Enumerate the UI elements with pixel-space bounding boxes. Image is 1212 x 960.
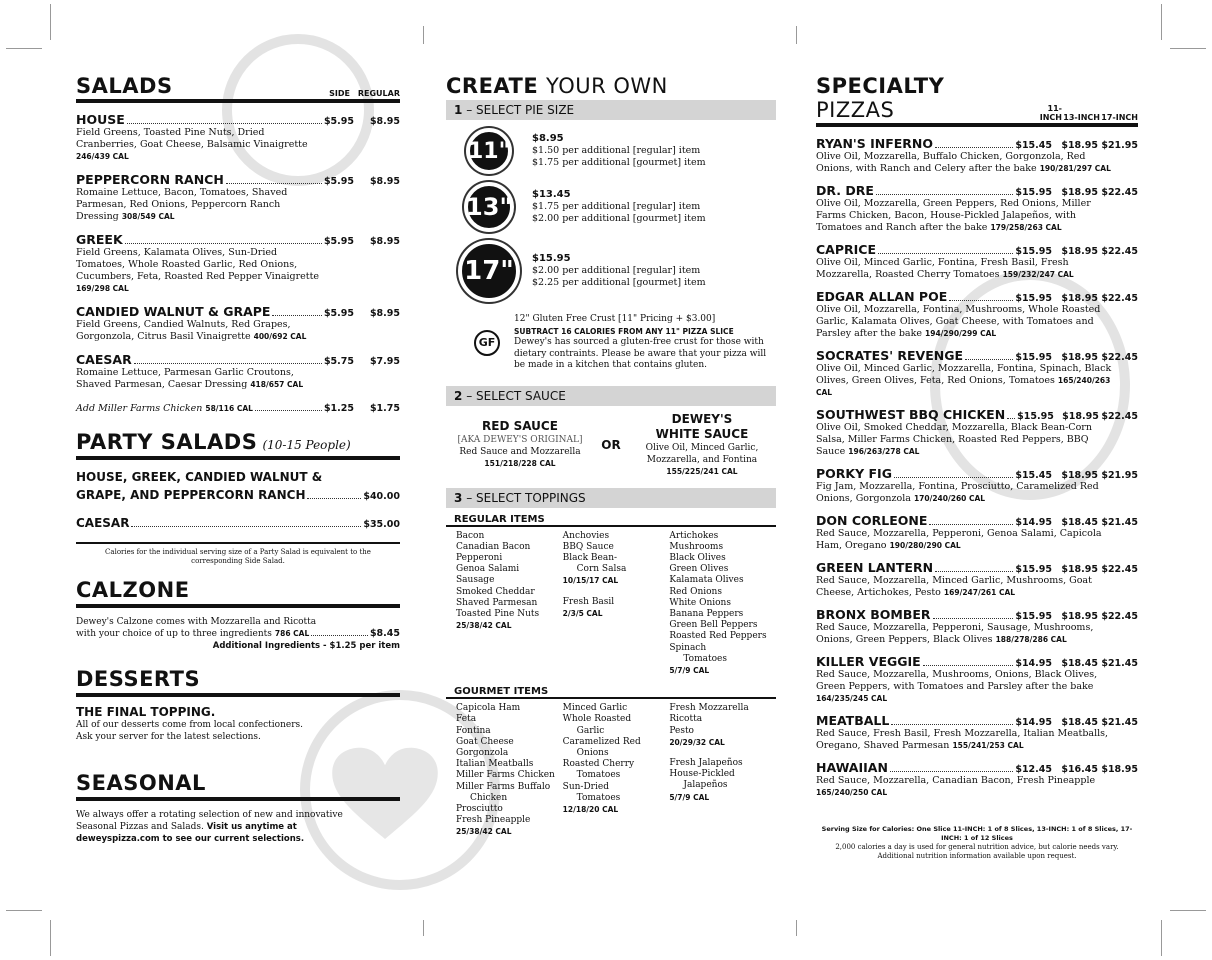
gourmet-items-grid: Capicola Ham Feta Fontina Goat Cheese Gorgonzola Italian Meatballs Miller Farms Chicken Miller Farms Buffalo Chicken Prosciutto Fresh Pineapple 25/38/42 CAL Minced Garlic Whole Roasted Garlic Caramelized Red Onions Roasted Cherry Tomatoes Sun-Dried Tomatoes 12/18/20 CAL Fresh Mozzarella Ricotta Pesto 20/29/32 CAL Fresh Jalapeños House-Pickled Jalapeños 5/7/9 CAL	[446, 703, 776, 837]
pizza-cal: 190/280/290 CAL	[889, 541, 961, 550]
topping-item: Miller Farms Buffalo	[456, 781, 551, 792]
price-13-inch: $18.45	[1061, 517, 1098, 528]
leader-dots	[949, 300, 1013, 301]
leader-dots	[935, 147, 1013, 148]
pizza-name: SOCRATES' REVENGE	[816, 348, 964, 363]
topping-item: Sun-Dried	[562, 781, 609, 792]
topping-item: Italian Meatballs	[456, 759, 534, 770]
pizza-cal: 170/240/260 CAL	[913, 494, 986, 503]
pie-size-option	[446, 240, 776, 302]
gourmet-items-header: GOURMET ITEMS	[446, 686, 776, 699]
leader-dots	[878, 253, 1013, 254]
regular-topping-price: $1.75 per additional [regular] item	[532, 201, 701, 212]
leader-dots	[965, 359, 1013, 360]
topping-item: Canadian Bacon	[456, 541, 531, 552]
pizza-name: CAPRICE	[816, 242, 876, 257]
pie-size-option	[446, 182, 776, 232]
pizza-desc: Red Sauce, Fresh Basil, Fresh Mozzarella, Italian Meatballs, Oregano, Shaved Parmesan 155/241/253 CAL	[816, 728, 1109, 751]
topping-item: Miller Farms Chicken	[456, 770, 555, 781]
pizza-name: HAWAIIAN	[816, 760, 888, 775]
price-11-inch: $15.95	[1015, 293, 1052, 304]
price-13-inch: $18.95	[1061, 246, 1098, 257]
side-price: $5.95	[323, 236, 354, 247]
seasonal-website: Visit us anytime at deweyspizza.com to see our current selections.	[76, 822, 305, 844]
gluten-free-info	[446, 314, 776, 372]
party-item-price: $40.00	[363, 491, 400, 502]
salad-item	[76, 232, 400, 295]
addon-name: Add Miller Farms Chicken	[76, 403, 203, 414]
party-item-line2: GRAPE, AND PEPPERCORN RANCH	[76, 488, 306, 502]
salad-cal: 169/298 CAL	[76, 284, 129, 293]
white-sauce-option: DEWEY'S WHITE SAUCE Olive Oil, Minced Garlic, Mozzarella, and Fontina 155/225/241 CAL	[645, 411, 759, 476]
dessert-desc: All of our desserts come from local confectioners. Ask your server for the latest selections.	[76, 720, 303, 742]
pizza-name: DON CORLEONE	[816, 513, 928, 528]
leader-dots	[929, 524, 1013, 525]
pie-size-option	[446, 128, 776, 174]
pizza-item	[816, 183, 1138, 234]
leader-dots	[923, 665, 1014, 666]
right-column	[816, 74, 1138, 861]
price-11-inch: $14.95	[1015, 517, 1052, 528]
party-item-price: $35.00	[363, 519, 400, 530]
pizza-desc: Fig Jam, Mozzarella, Fontina, Prosciutto, Caramelized Red Onions, Gorgonzola 170/240/260 CAL	[816, 481, 1099, 504]
price-11-inch: $15.95	[1015, 246, 1052, 257]
pizza-desc: Olive Oil, Mozzarella, Fontina, Mushrooms, Whole Roasted Garlic, Kalamata Olives, Goat Cheese, with Tomatoes and Parsley after the bake 194/290/299 CAL	[816, 304, 1101, 339]
price-13-inch: $18.95	[1062, 411, 1099, 422]
topping-item: Caramelized Red	[562, 736, 641, 747]
left-column	[76, 74, 400, 845]
pizza-desc: Olive Oil, Mozzarella, Green Peppers, Red Onions, Miller Farms Chicken, Bacon, House-Pickled Jalapeños, with Tomatoes and Ranch after the bake 179/258/263 CAL	[816, 198, 1091, 233]
side-price: $5.95	[323, 176, 354, 187]
salad-name: HOUSE	[76, 112, 125, 127]
regular-topping-price: $2.00 per additional [regular] item	[532, 265, 701, 276]
price-17-inch: $22.45	[1101, 411, 1138, 422]
price-17-inch: $21.45	[1101, 717, 1138, 728]
topping-item: Green Olives	[669, 564, 729, 575]
crop-mark	[6, 910, 42, 911]
price-13-inch: $18.45	[1061, 717, 1098, 728]
price-11-inch: $15.95	[1015, 352, 1052, 363]
pizza-desc: Olive Oil, Minced Garlic, Fontina, Fresh Basil, Fresh Mozzarella, Roasted Cherry Tomatoes 159/232/247 CAL	[816, 257, 1074, 280]
salad-name: PEPPERCORN RANCH	[76, 172, 224, 187]
price-13-inch: $18.95	[1061, 187, 1098, 198]
price-11-inch: $15.45	[1015, 470, 1052, 481]
pizza-name: EDGAR ALLAN POE	[816, 289, 948, 304]
calzone-title: CALZONE	[76, 578, 400, 608]
topping-item: Mushrooms	[669, 541, 724, 552]
pie-size-icon: 13"	[464, 182, 514, 232]
pizza-name: KILLER VEGGIE	[816, 654, 921, 669]
gourmet-topping-price: $2.00 per additional [gourmet] item	[532, 213, 706, 224]
salads-header	[76, 74, 400, 103]
price-17-inch: $22.45	[1101, 611, 1138, 622]
pizza-cal: 188/278/286 CAL	[995, 635, 1067, 644]
gourmet-topping-price: $2.25 per additional [gourmet] item	[532, 277, 706, 288]
topping-item: Feta	[456, 714, 477, 725]
gf-line1: 12" Gluten Free Crust [11" Pricing + $3.00]	[514, 314, 716, 324]
regular-price: $8.95	[369, 116, 400, 127]
pizza-cal: 190/281/297 CAL	[1039, 164, 1111, 173]
crop-mark	[6, 48, 42, 49]
salad-addon	[76, 403, 400, 414]
price-11-inch: $14.95	[1015, 658, 1052, 669]
pizza-cal: 165/240/263 CAL	[816, 376, 1111, 397]
pizza-name: BRONX BOMBER	[816, 607, 931, 622]
topping-item: Spinach	[669, 642, 707, 653]
topping-item: Green Bell Peppers	[669, 620, 758, 631]
side-price: $5.95	[323, 116, 354, 127]
pie-price: $8.95	[532, 133, 564, 144]
price-11-inch: $12.45	[1015, 764, 1052, 775]
salads-title: SALADS	[76, 74, 173, 98]
pizza-name: DR. DRE	[816, 183, 874, 198]
sauce-options	[446, 412, 776, 478]
specialty-header	[816, 74, 1138, 127]
pie-price: $15.95	[532, 253, 571, 264]
pizza-desc: Olive Oil, Minced Garlic, Mozzarella, Fontina, Spinach, Black Olives, Green Olives, Feta, Red Onions, Tomatoes 165/240/263 CAL	[816, 363, 1112, 397]
party-salads-note: Calories for the individual serving size of a Party Salad is equivalent to the corresponding Side Salad.	[105, 548, 371, 565]
leader-dots	[226, 183, 322, 184]
topping-item: Fresh Jalapeños	[669, 757, 743, 768]
topping-item: BBQ Sauce	[562, 541, 614, 552]
topping-item: Red Onions	[669, 586, 722, 597]
leader-dots	[891, 724, 1013, 725]
calzone-cal: 786 CAL	[274, 629, 310, 638]
topping-item: Jalapeños	[683, 780, 728, 791]
salad-desc: Field Greens, Candied Walnuts, Red Grapes, Gorgonzola, Citrus Basil Vinaigrette 400/692 CAL	[76, 319, 307, 342]
price-13-inch: $18.95	[1061, 140, 1098, 151]
price-11-inch: $15.95	[1015, 611, 1052, 622]
regular-items-header: REGULAR ITEMS	[446, 514, 776, 527]
regular-price: $7.95	[369, 356, 400, 367]
dessert-item-name: THE FINAL TOPPING.	[76, 705, 216, 719]
crop-mark	[1170, 910, 1206, 911]
pizza-name: PORKY FIG	[816, 466, 892, 481]
leader-dots	[933, 618, 1014, 619]
price-17-inch: $21.45	[1101, 658, 1138, 669]
salad-item	[76, 352, 400, 391]
topping-item: Chicken	[470, 792, 508, 803]
leader-dots	[876, 194, 1013, 195]
gluten-free-icon: GF	[474, 330, 500, 356]
leader-dots	[134, 363, 322, 364]
price-13-inch: $18.45	[1061, 658, 1098, 669]
regular-price: $8.95	[369, 308, 400, 319]
topping-item: Bacon	[456, 530, 485, 541]
step-3-bar: 3 – SELECT TOPPINGS	[446, 488, 776, 508]
specialty-title: SPECIALTY PIZZAS	[816, 74, 945, 122]
crop-mark	[796, 920, 797, 936]
create-your-own-title: CREATE YOUR OWN	[446, 74, 668, 98]
topping-item: Shaved Parmesan	[456, 597, 538, 608]
topping-item: Fresh Pineapple	[456, 815, 531, 826]
salad-cal: 308/549 CAL	[121, 212, 175, 221]
topping-item: House-Pickled	[669, 769, 735, 780]
party-item-line1: HOUSE, GREEK, CANDIED WALNUT &	[76, 470, 323, 484]
sauce-or-label: OR	[601, 437, 621, 452]
topping-item: Kalamata Olives	[669, 575, 744, 586]
pizza-item	[816, 136, 1138, 175]
addon-cal: 58/116 CAL	[205, 404, 253, 413]
leader-dots	[307, 498, 361, 499]
topping-item: Sausage	[456, 575, 495, 586]
topping-item: Anchovies	[562, 530, 610, 541]
price-13-inch: $18.95	[1061, 352, 1098, 363]
price-11-inch: $15.95	[1015, 187, 1052, 198]
leader-dots	[125, 243, 322, 244]
topping-item: Black Bean-	[562, 552, 618, 563]
pizza-item	[816, 407, 1138, 458]
leader-dots	[1007, 418, 1015, 419]
price-17-inch: $21.95	[1101, 470, 1138, 481]
topping-item: Banana Peppers	[669, 608, 744, 619]
pizza-desc: Red Sauce, Mozzarella, Canadian Bacon, Fresh Pineapple 165/240/250 CAL	[816, 775, 1096, 797]
pizza-desc: Red Sauce, Mozzarella, Pepperoni, Genoa Salami, Capicola Ham, Oregano 190/280/290 CAL	[816, 528, 1102, 551]
topping-item: Prosciutto	[456, 803, 503, 814]
price-17-inch: $18.95	[1101, 764, 1138, 775]
topping-item: Smoked Cheddar	[456, 586, 535, 597]
leader-dots	[890, 771, 1013, 772]
price-13-inch: $18.95	[1061, 564, 1098, 575]
salad-cal: 418/657 CAL	[250, 380, 304, 389]
gourmet-topping-price: $1.75 per additional [gourmet] item	[532, 157, 706, 168]
side-price: $5.75	[323, 356, 354, 367]
calzone-desc2: with your choice of up to three ingredients	[76, 629, 272, 639]
topping-item: Minced Garlic	[562, 703, 628, 714]
pizza-cal: 155/241/253 CAL	[952, 741, 1024, 750]
topping-item: Genoa Salami	[456, 564, 520, 575]
party-item-name: CAESAR	[76, 516, 130, 530]
pizza-cal: 179/258/263 CAL	[990, 223, 1062, 232]
crop-mark	[50, 4, 51, 40]
topping-item: Artichokes	[669, 530, 719, 541]
crop-mark	[423, 26, 424, 44]
pizza-item	[816, 466, 1138, 505]
step-2-bar: 2 – SELECT SAUCE	[446, 386, 776, 406]
addon-regular-price: $1.75	[369, 403, 400, 414]
regular-column-label: REGULAR	[357, 89, 400, 98]
pizza-cal: 196/263/278 CAL	[848, 447, 920, 456]
topping-item: Toasted Pine Nuts	[456, 608, 540, 619]
seasonal-desc: We always offer a rotating selection of new and innovative Seasonal Pizzas and Salads. Visit us anytime at deweyspizza.com to see our current selections.	[76, 810, 343, 844]
crop-mark	[1161, 4, 1162, 40]
pizza-desc: Olive Oil, Mozzarella, Buffalo Chicken, Gorgonzola, Red Onions, with Ranch and Celery after the bake 190/281/297 CAL	[816, 151, 1111, 174]
topping-item: Gorgonzola	[456, 747, 509, 758]
side-price: $5.95	[323, 308, 354, 319]
topping-item: Fontina	[456, 725, 491, 736]
topping-item: Whole Roasted	[562, 714, 632, 725]
topping-item: White Onions	[669, 597, 731, 608]
gf-line3: Dewey's has sourced a gluten-free crust for those with dietary contraints. Please be aware that your pizza will be made in a kitchen that contains gluten.	[514, 337, 767, 370]
regular-topping-price: $1.50 per additional [regular] item	[532, 145, 701, 156]
topping-item: Onions	[576, 747, 609, 758]
nutrition-footnote: Serving Size for Calories: One Slice 11-INCH: 1 of 8 Slices, 13-INCH: 1 of 8 Slices, 17-INCH: 1 of 12 Slices 2,000 calories a day is used for general nutrition advice, but calorie needs vary. Additional nutrition information available upon request.	[821, 825, 1133, 860]
pizza-item	[816, 289, 1138, 340]
step-1-bar: 1 – SELECT PIE SIZE	[446, 100, 776, 120]
price-17-inch: $21.95	[1101, 140, 1138, 151]
party-salads-subtitle: (10-15 People)	[262, 438, 351, 452]
topping-item: Roasted Cherry	[562, 759, 635, 770]
addon-side-price: $1.25	[323, 403, 354, 414]
price-17-inch: $21.45	[1101, 517, 1138, 528]
price-11-inch: $15.95	[1015, 564, 1052, 575]
crop-mark	[1161, 920, 1162, 956]
topping-item: Tomatoes	[683, 653, 727, 664]
pizza-cal: 194/290/299 CAL	[925, 329, 997, 338]
regular-items-grid: Bacon Canadian Bacon Pepperoni Genoa Salami Sausage Smoked Cheddar Shaved Parmesan Toasted Pine Nuts 25/38/42 CAL Anchovies BBQ Sauce Black Bean- Corn Salsa 10/15/17 CAL Fresh Basil 2/3/5 CAL Artichokes Mushrooms Black Olives Green Olives Kalamata Olives Red Onions White Onions Banana Peppers Green Bell Peppers Roasted Red Peppers Spinach Tomatoes 5/7/9 CAL	[446, 531, 776, 677]
topping-item: Garlic	[576, 725, 605, 736]
red-sauce-option: RED SAUCE [AKA DEWEY'S ORIGINAL] Red Sauce and Mozzarella 151/218/228 CAL	[457, 419, 583, 468]
party-salads-header	[76, 430, 400, 460]
middle-column	[446, 74, 776, 838]
pizza-item	[816, 560, 1138, 599]
price-11-inch: $14.95	[1015, 717, 1052, 728]
topping-item: Goat Cheese	[456, 736, 514, 747]
pie-size-icon: 17"	[458, 240, 520, 302]
topping-item: Tomatoes	[576, 770, 621, 781]
pizza-item	[816, 713, 1138, 752]
salad-item	[76, 112, 400, 163]
pizza-item	[816, 348, 1138, 399]
col-13-inch: 13-INCH	[1063, 113, 1100, 122]
price-17-inch: $22.45	[1101, 187, 1138, 198]
pizza-list	[816, 136, 1138, 799]
salad-desc: Field Greens, Kalamata Olives, Sun-Dried Tomatoes, Whole Roasted Garlic, Red Onions, Cucumbers, Feta, Roasted Red Pepper Vinaigrette 169/298 CAL	[76, 247, 320, 293]
leader-dots	[255, 410, 322, 411]
side-column-label: SIDE	[329, 89, 350, 98]
calzone-price-line	[76, 628, 400, 639]
price-13-inch: $18.95	[1061, 611, 1098, 622]
pizza-cal: 169/247/261 CAL	[943, 588, 1016, 597]
price-11-inch: $15.45	[1015, 140, 1052, 151]
leader-dots	[131, 526, 361, 527]
topping-item: Pesto	[669, 725, 694, 736]
pie-size-icon: 11"	[466, 128, 512, 174]
price-17-inch: $22.45	[1101, 246, 1138, 257]
calzone-desc: Dewey's Calzone comes with Mozzarella and Ricotta	[76, 617, 317, 627]
pizza-item	[816, 607, 1138, 646]
topping-item: Pepperoni	[456, 552, 503, 563]
pizza-item	[816, 760, 1138, 799]
salad-desc: Romaine Lettuce, Bacon, Tomatoes, Shaved Parmesan, Red Onions, Peppercorn Ranch Dressing 308/549 CAL	[76, 187, 288, 222]
price-17-inch: $22.45	[1101, 352, 1138, 363]
crop-mark	[796, 26, 797, 44]
pizza-cal: 159/232/247 CAL	[1002, 270, 1074, 279]
desserts-title: DESSERTS	[76, 667, 400, 697]
price-11-inch: $15.95	[1017, 411, 1054, 422]
seasonal-title: SEASONAL	[76, 771, 400, 801]
price-13-inch: $16.45	[1061, 764, 1098, 775]
price-13-inch: $18.95	[1061, 293, 1098, 304]
pizza-name: SOUTHWEST BBQ CHICKEN	[816, 407, 1006, 422]
price-17-inch: $22.45	[1101, 564, 1138, 575]
party-salad-item	[76, 468, 400, 506]
pie-price: $13.45	[532, 189, 571, 200]
salad-name: GREEK	[76, 232, 123, 247]
pizza-item	[816, 654, 1138, 705]
gf-line2: SUBTRACT 16 CALORIES FROM ANY 11" PIZZA SLICE	[514, 326, 734, 336]
topping-item: Black Olives	[669, 552, 726, 563]
pizza-cal: 165/240/250 CAL	[816, 788, 888, 797]
col-17-inch: 17-INCH	[1101, 113, 1138, 122]
pizza-desc: Olive Oil, Smoked Cheddar, Mozzarella, Black Bean-Corn Salsa, Miller Farms Chicken, Roasted Red Peppers, BBQ Sauce 196/263/278 CAL	[816, 422, 1092, 457]
pizza-desc: Red Sauce, Mozzarella, Mushrooms, Onions, Black Olives, Green Peppers, with Tomatoes and Parsley after the bake 164/235/245 CAL	[816, 669, 1098, 703]
leader-dots	[894, 477, 1013, 478]
salad-item	[76, 304, 400, 343]
party-salads-title: PARTY SALADS	[76, 430, 258, 454]
col-11-inch: 11-INCH	[1039, 104, 1062, 122]
pizza-name: RYAN'S INFERNO	[816, 136, 934, 151]
pizza-desc: Red Sauce, Mozzarella, Minced Garlic, Mushrooms, Goat Cheese, Artichokes, Pesto 169/247/261 CAL	[816, 575, 1092, 598]
salad-desc: Romaine Lettuce, Parmesan Garlic Croutons, Shaved Parmesan, Caesar Dressing 418/657 CAL	[76, 367, 304, 390]
crop-mark	[423, 920, 424, 936]
calzone-extra: Additional Ingredients - $1.25 per item	[212, 641, 400, 651]
crop-mark	[50, 920, 51, 956]
salad-list	[76, 112, 400, 391]
pizza-name: GREEN LANTERN	[816, 560, 934, 575]
party-salad-item	[76, 516, 400, 530]
topping-item: Roasted Red Peppers	[669, 631, 767, 642]
leader-dots	[935, 571, 1013, 572]
pizza-desc: Red Sauce, Mozzarella, Pepperoni, Sausage, Mushrooms, Onions, Green Peppers, Black Olives 188/278/286 CAL	[816, 622, 1094, 645]
salad-desc: Field Greens, Toasted Pine Nuts, Dried Cranberries, Goat Cheese, Balsamic Vinaigrette 246/439 CAL	[76, 127, 308, 161]
size-list	[446, 128, 776, 302]
topping-item: Ricotta	[669, 714, 703, 725]
price-13-inch: $18.95	[1061, 470, 1098, 481]
salad-name: CANDIED WALNUT & GRAPE	[76, 304, 271, 319]
topping-item: Tomatoes	[576, 792, 621, 803]
regular-price: $8.95	[369, 176, 400, 187]
salad-cal: 400/692 CAL	[253, 332, 307, 341]
topping-item: Fresh Mozzarella	[669, 703, 749, 714]
regular-price: $8.95	[369, 236, 400, 247]
salad-item	[76, 172, 400, 223]
salad-cal: 246/439 CAL	[76, 152, 129, 161]
pizza-cal: 164/235/245 CAL	[816, 694, 888, 703]
pizza-item	[816, 513, 1138, 552]
topping-item: Capicola Ham	[456, 703, 521, 714]
crop-mark	[1170, 48, 1206, 49]
leader-dots	[272, 315, 321, 316]
salad-name: CAESAR	[76, 352, 132, 367]
leader-dots	[127, 123, 322, 124]
calzone-price: $8.45	[369, 628, 400, 639]
pizza-name: MEATBALL	[816, 713, 890, 728]
leader-dots	[311, 635, 368, 636]
pizza-item	[816, 242, 1138, 281]
topping-item: Corn Salsa	[576, 564, 627, 575]
topping-item: Fresh Basil	[562, 596, 615, 607]
price-17-inch: $22.45	[1101, 293, 1138, 304]
